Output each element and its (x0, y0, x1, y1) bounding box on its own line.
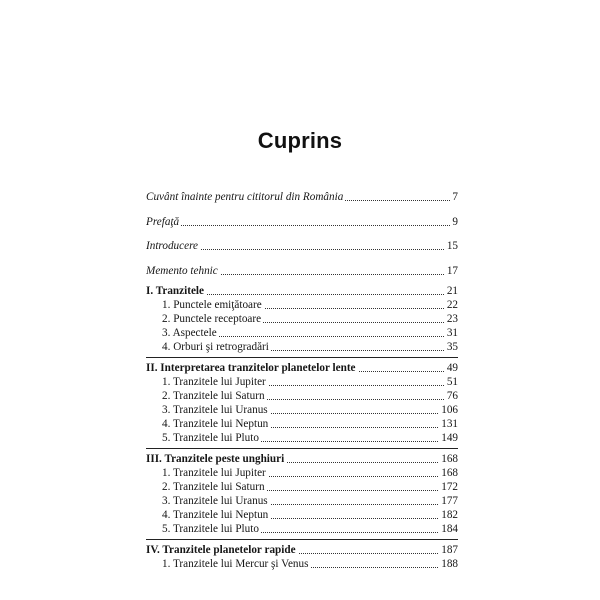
toc-entry-preface (146, 215, 458, 229)
toc-section-3 (146, 452, 458, 466)
toc-entry-page: 35 (446, 341, 458, 353)
toc-subentry (146, 417, 458, 431)
toc-entry-label: 2. Punctele receptoare (146, 313, 263, 325)
toc-section-2 (146, 361, 458, 375)
toc-subentry (146, 312, 458, 326)
toc-entry-page: 168 (441, 467, 458, 479)
toc-entry-foreword (146, 190, 458, 204)
toc-entry-page: 131 (441, 418, 458, 430)
toc-entry-label: 5. Tranzitele lui Pluto (146, 523, 261, 535)
toc-entry-label: 3. Tranzitele lui Uranus (146, 495, 270, 507)
toc-entry-label: 1. Tranzitele lui Mercur şi Venus (146, 558, 310, 570)
toc-subentry (146, 466, 458, 480)
toc-subentry (146, 480, 458, 494)
toc-entry-label: 3. Aspectele (146, 327, 219, 339)
toc-entry-label: 3. Tranzitele lui Uranus (146, 404, 270, 416)
toc-entry-label: 2. Tranzitele lui Saturn (146, 390, 267, 402)
toc-entry-label: Cuvânt înainte pentru cititorul din România (146, 191, 344, 203)
toc-entry-label: 2. Tranzitele lui Saturn (146, 481, 267, 493)
toc-section-label: III. Tranzitele peste unghiuri (146, 453, 285, 465)
toc-entry-page: 106 (441, 404, 458, 416)
toc-subentry (146, 298, 458, 312)
toc-entry-label: 4. Tranzitele lui Neptun (146, 509, 270, 521)
toc-subentry (146, 522, 458, 536)
toc-entry-page: 187 (441, 544, 458, 556)
toc-entry-page: 9 (452, 215, 458, 228)
toc-entry-label: Prefaţă (146, 215, 180, 228)
toc-entry-page: 22 (446, 299, 458, 311)
toc-entry-page: 21 (446, 285, 458, 297)
table-of-contents (146, 190, 458, 571)
toc-entry-label: 1. Tranzitele lui Jupiter (146, 467, 268, 479)
toc-subentry (146, 431, 458, 445)
toc-entry-label: 5. Tranzitele lui Pluto (146, 432, 261, 444)
toc-subentry (146, 494, 458, 508)
page-title: Cuprins (257, 128, 343, 153)
toc-entry-label: 4. Orburi şi retrogradări (146, 341, 271, 353)
toc-entry-page: 23 (446, 313, 458, 325)
toc-section-label: II. Interpretarea tranzitelor planetelor lente (146, 362, 356, 374)
toc-subentry (146, 403, 458, 417)
section-divider (146, 357, 458, 358)
toc-entry-page: 7 (452, 191, 458, 203)
toc-section-4 (146, 543, 458, 557)
toc-entry-label: 1. Punctele emiţătoare (146, 299, 264, 311)
toc-entry-memento (146, 264, 458, 278)
toc-entry-page: 15 (446, 240, 458, 252)
dot-leader (146, 225, 458, 226)
toc-entry-page: 168 (441, 453, 458, 465)
toc-entry-page: 182 (441, 509, 458, 521)
toc-entry-page: 172 (441, 481, 458, 493)
toc-subentry (146, 326, 458, 340)
toc-entry-page: 51 (446, 376, 458, 388)
toc-entry-label: Introducere (146, 240, 198, 252)
toc-entry-label: Memento tehnic (146, 264, 218, 277)
toc-subentry (146, 340, 458, 354)
toc-entry-page: 177 (441, 495, 458, 507)
toc-entry-page: 31 (446, 327, 458, 339)
toc-subentry (146, 375, 458, 389)
toc-entry-page: 184 (441, 523, 458, 535)
section-divider (146, 539, 458, 540)
toc-subentry (146, 508, 458, 522)
toc-entry-label: 1. Tranzitele lui Jupiter (146, 376, 268, 388)
toc-subentry (146, 389, 458, 403)
toc-entry-label: 4. Tranzitele lui Neptun (146, 418, 270, 430)
toc-entry-introduction (146, 239, 458, 253)
toc-entry-page: 188 (441, 558, 458, 570)
toc-section-label: I. Tranzitele (146, 285, 204, 297)
toc-entry-page: 76 (446, 390, 458, 402)
toc-entry-page: 49 (446, 362, 458, 374)
toc-entry-page: 17 (446, 264, 458, 277)
toc-entry-page: 149 (441, 432, 458, 444)
toc-subentry (146, 557, 458, 571)
section-divider (146, 448, 458, 449)
toc-section-label: IV. Tranzitele planetelor rapide (146, 544, 296, 556)
toc-section-1 (146, 284, 458, 298)
